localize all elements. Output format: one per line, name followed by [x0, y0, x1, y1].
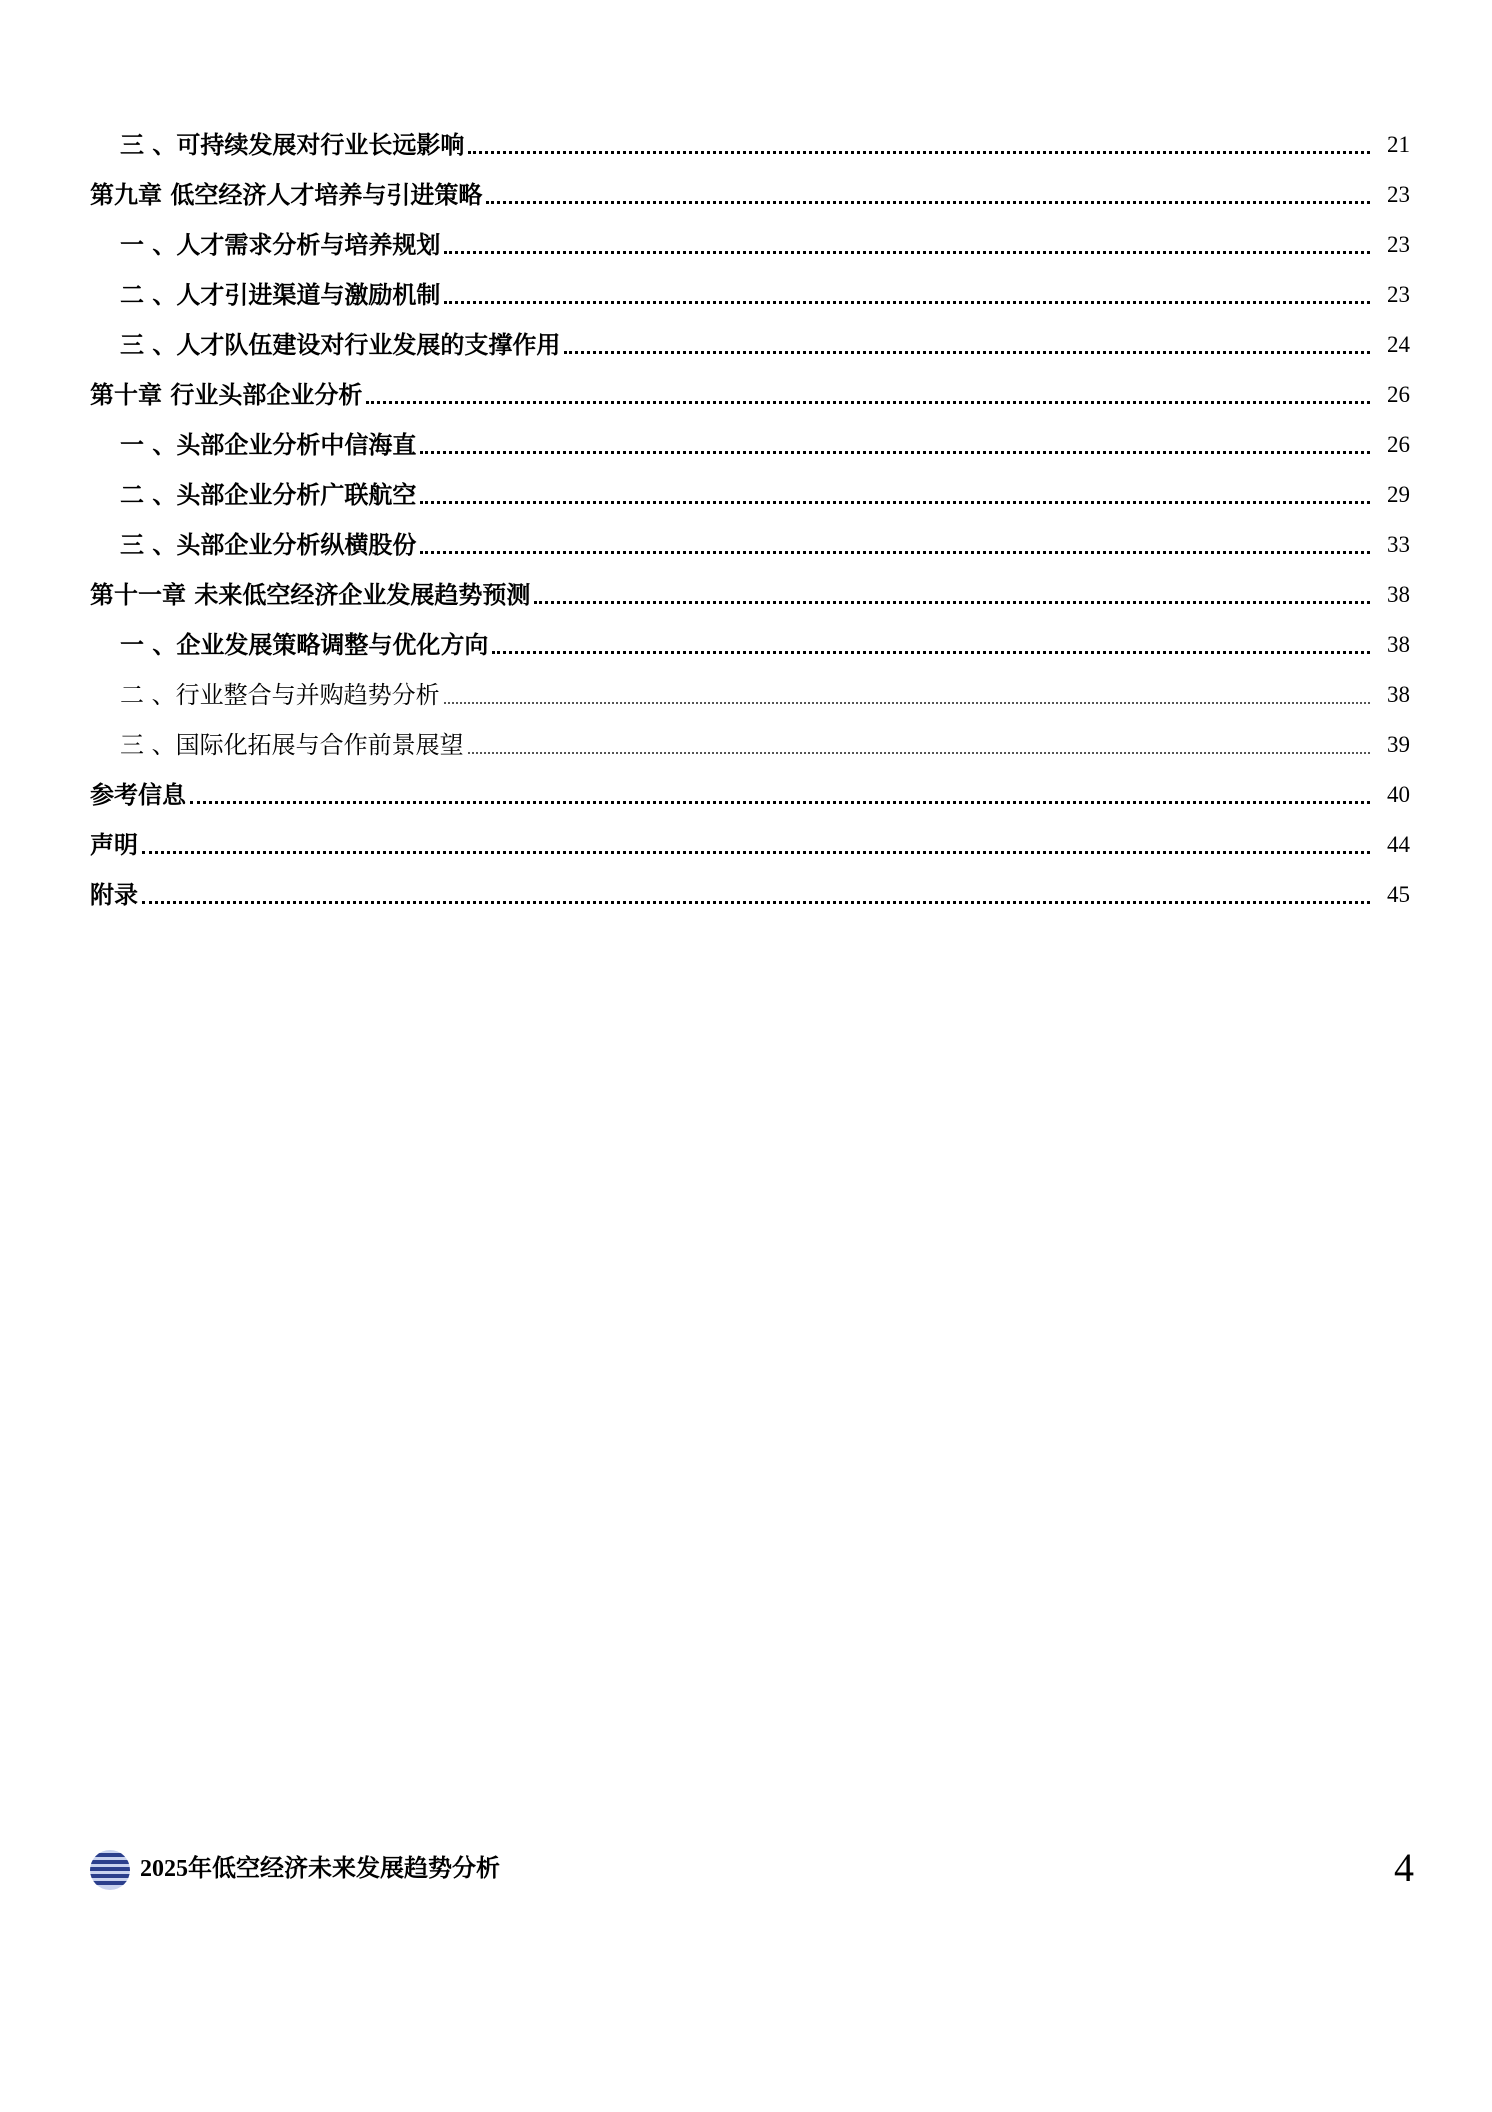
- toc-dot-leader: [420, 501, 1370, 504]
- toc-entry[interactable]: [90, 260, 1410, 310]
- toc-entry[interactable]: [90, 310, 1410, 360]
- toc-entry[interactable]: [90, 610, 1410, 660]
- toc-entry[interactable]: [90, 660, 1410, 710]
- toc-entry-label: 三 、可持续发展对行业长远影响: [120, 131, 465, 159]
- toc-entry[interactable]: [90, 110, 1410, 160]
- toc-entry[interactable]: [90, 210, 1410, 260]
- toc-entry-label: 一 、人才需求分析与培养规划: [120, 231, 441, 259]
- toc-dot-leader: [142, 851, 1370, 854]
- toc-entry[interactable]: [90, 510, 1410, 560]
- toc-entry-page: 23: [1387, 232, 1410, 257]
- toc-entry-page: 26: [1387, 382, 1410, 407]
- toc-dot-leader: [366, 401, 1370, 404]
- toc-entry-label: 第十一章 未来低空经济企业发展趋势预测: [90, 581, 531, 609]
- toc-entry[interactable]: [90, 410, 1410, 460]
- globe-logo-icon: [88, 1848, 132, 1892]
- page-footer: [88, 1840, 1414, 1900]
- toc-entry-label: 三 、头部企业分析纵横股份: [120, 531, 417, 559]
- toc-entry-page: 33: [1387, 532, 1410, 557]
- toc-entry[interactable]: [90, 860, 1410, 910]
- toc-entry-label: 三 、人才队伍建设对行业发展的支撑作用: [120, 331, 561, 359]
- toc-entry-page: 21: [1387, 132, 1410, 157]
- footer-title: 2025年低空经济未来发展趋势分析: [140, 1856, 500, 1882]
- toc-entry-page: 38: [1387, 682, 1410, 707]
- toc-dot-leader: [492, 651, 1370, 654]
- toc-entry-page: 44: [1387, 832, 1410, 857]
- toc-entry-label: 附录: [90, 881, 138, 909]
- toc-entry[interactable]: [90, 710, 1410, 760]
- toc-entry-page: 23: [1387, 282, 1410, 307]
- toc-entry-page: 23: [1387, 182, 1410, 207]
- toc-entry-page: 40: [1387, 782, 1410, 807]
- toc-entry[interactable]: [90, 460, 1410, 510]
- toc-entry-label: 二 、头部企业分析广联航空: [120, 481, 417, 509]
- toc-entry[interactable]: [90, 360, 1410, 410]
- toc-entry-label: 一 、头部企业分析中信海直: [120, 431, 417, 459]
- toc-entry-label: 声明: [90, 831, 138, 859]
- toc-entry[interactable]: [90, 560, 1410, 610]
- table-of-contents: [90, 110, 1410, 910]
- toc-entry-label: 参考信息: [90, 781, 186, 809]
- toc-dot-leader: [534, 601, 1370, 604]
- toc-dot-leader: [468, 752, 1370, 754]
- toc-dot-leader: [444, 251, 1370, 254]
- toc-entry-page: 45: [1387, 882, 1410, 907]
- toc-dot-leader: [142, 901, 1370, 904]
- toc-entry-page: 38: [1387, 632, 1410, 657]
- toc-dot-leader: [564, 351, 1370, 354]
- toc-entry-page: 29: [1387, 482, 1410, 507]
- toc-entry-page: 38: [1387, 582, 1410, 607]
- toc-entry-label: 二 、行业整合与并购趋势分析: [120, 681, 440, 709]
- toc-entry-page: 26: [1387, 432, 1410, 457]
- toc-dot-leader: [444, 301, 1370, 304]
- page-number: 4: [1394, 1845, 1414, 1890]
- toc-entry-label: 第九章 低空经济人才培养与引进策略: [90, 181, 483, 209]
- toc-dot-leader: [468, 151, 1370, 154]
- toc-dot-leader: [190, 801, 1370, 804]
- toc-entry-page: 39: [1387, 732, 1410, 757]
- toc-entry[interactable]: [90, 160, 1410, 210]
- toc-entry-label: 第十章 行业头部企业分析: [90, 381, 363, 409]
- toc-entry-page: 24: [1387, 332, 1410, 357]
- toc-entry[interactable]: [90, 810, 1410, 860]
- toc-dot-leader: [420, 551, 1370, 554]
- toc-dot-leader: [420, 451, 1370, 454]
- toc-dot-leader: [444, 702, 1370, 704]
- toc-entry[interactable]: [90, 760, 1410, 810]
- toc-entry-label: 二 、人才引进渠道与激励机制: [120, 281, 441, 309]
- toc-entry-label: 三 、国际化拓展与合作前景展望: [120, 731, 464, 759]
- toc-entry-label: 一 、企业发展策略调整与优化方向: [120, 631, 489, 659]
- toc-dot-leader: [486, 201, 1370, 204]
